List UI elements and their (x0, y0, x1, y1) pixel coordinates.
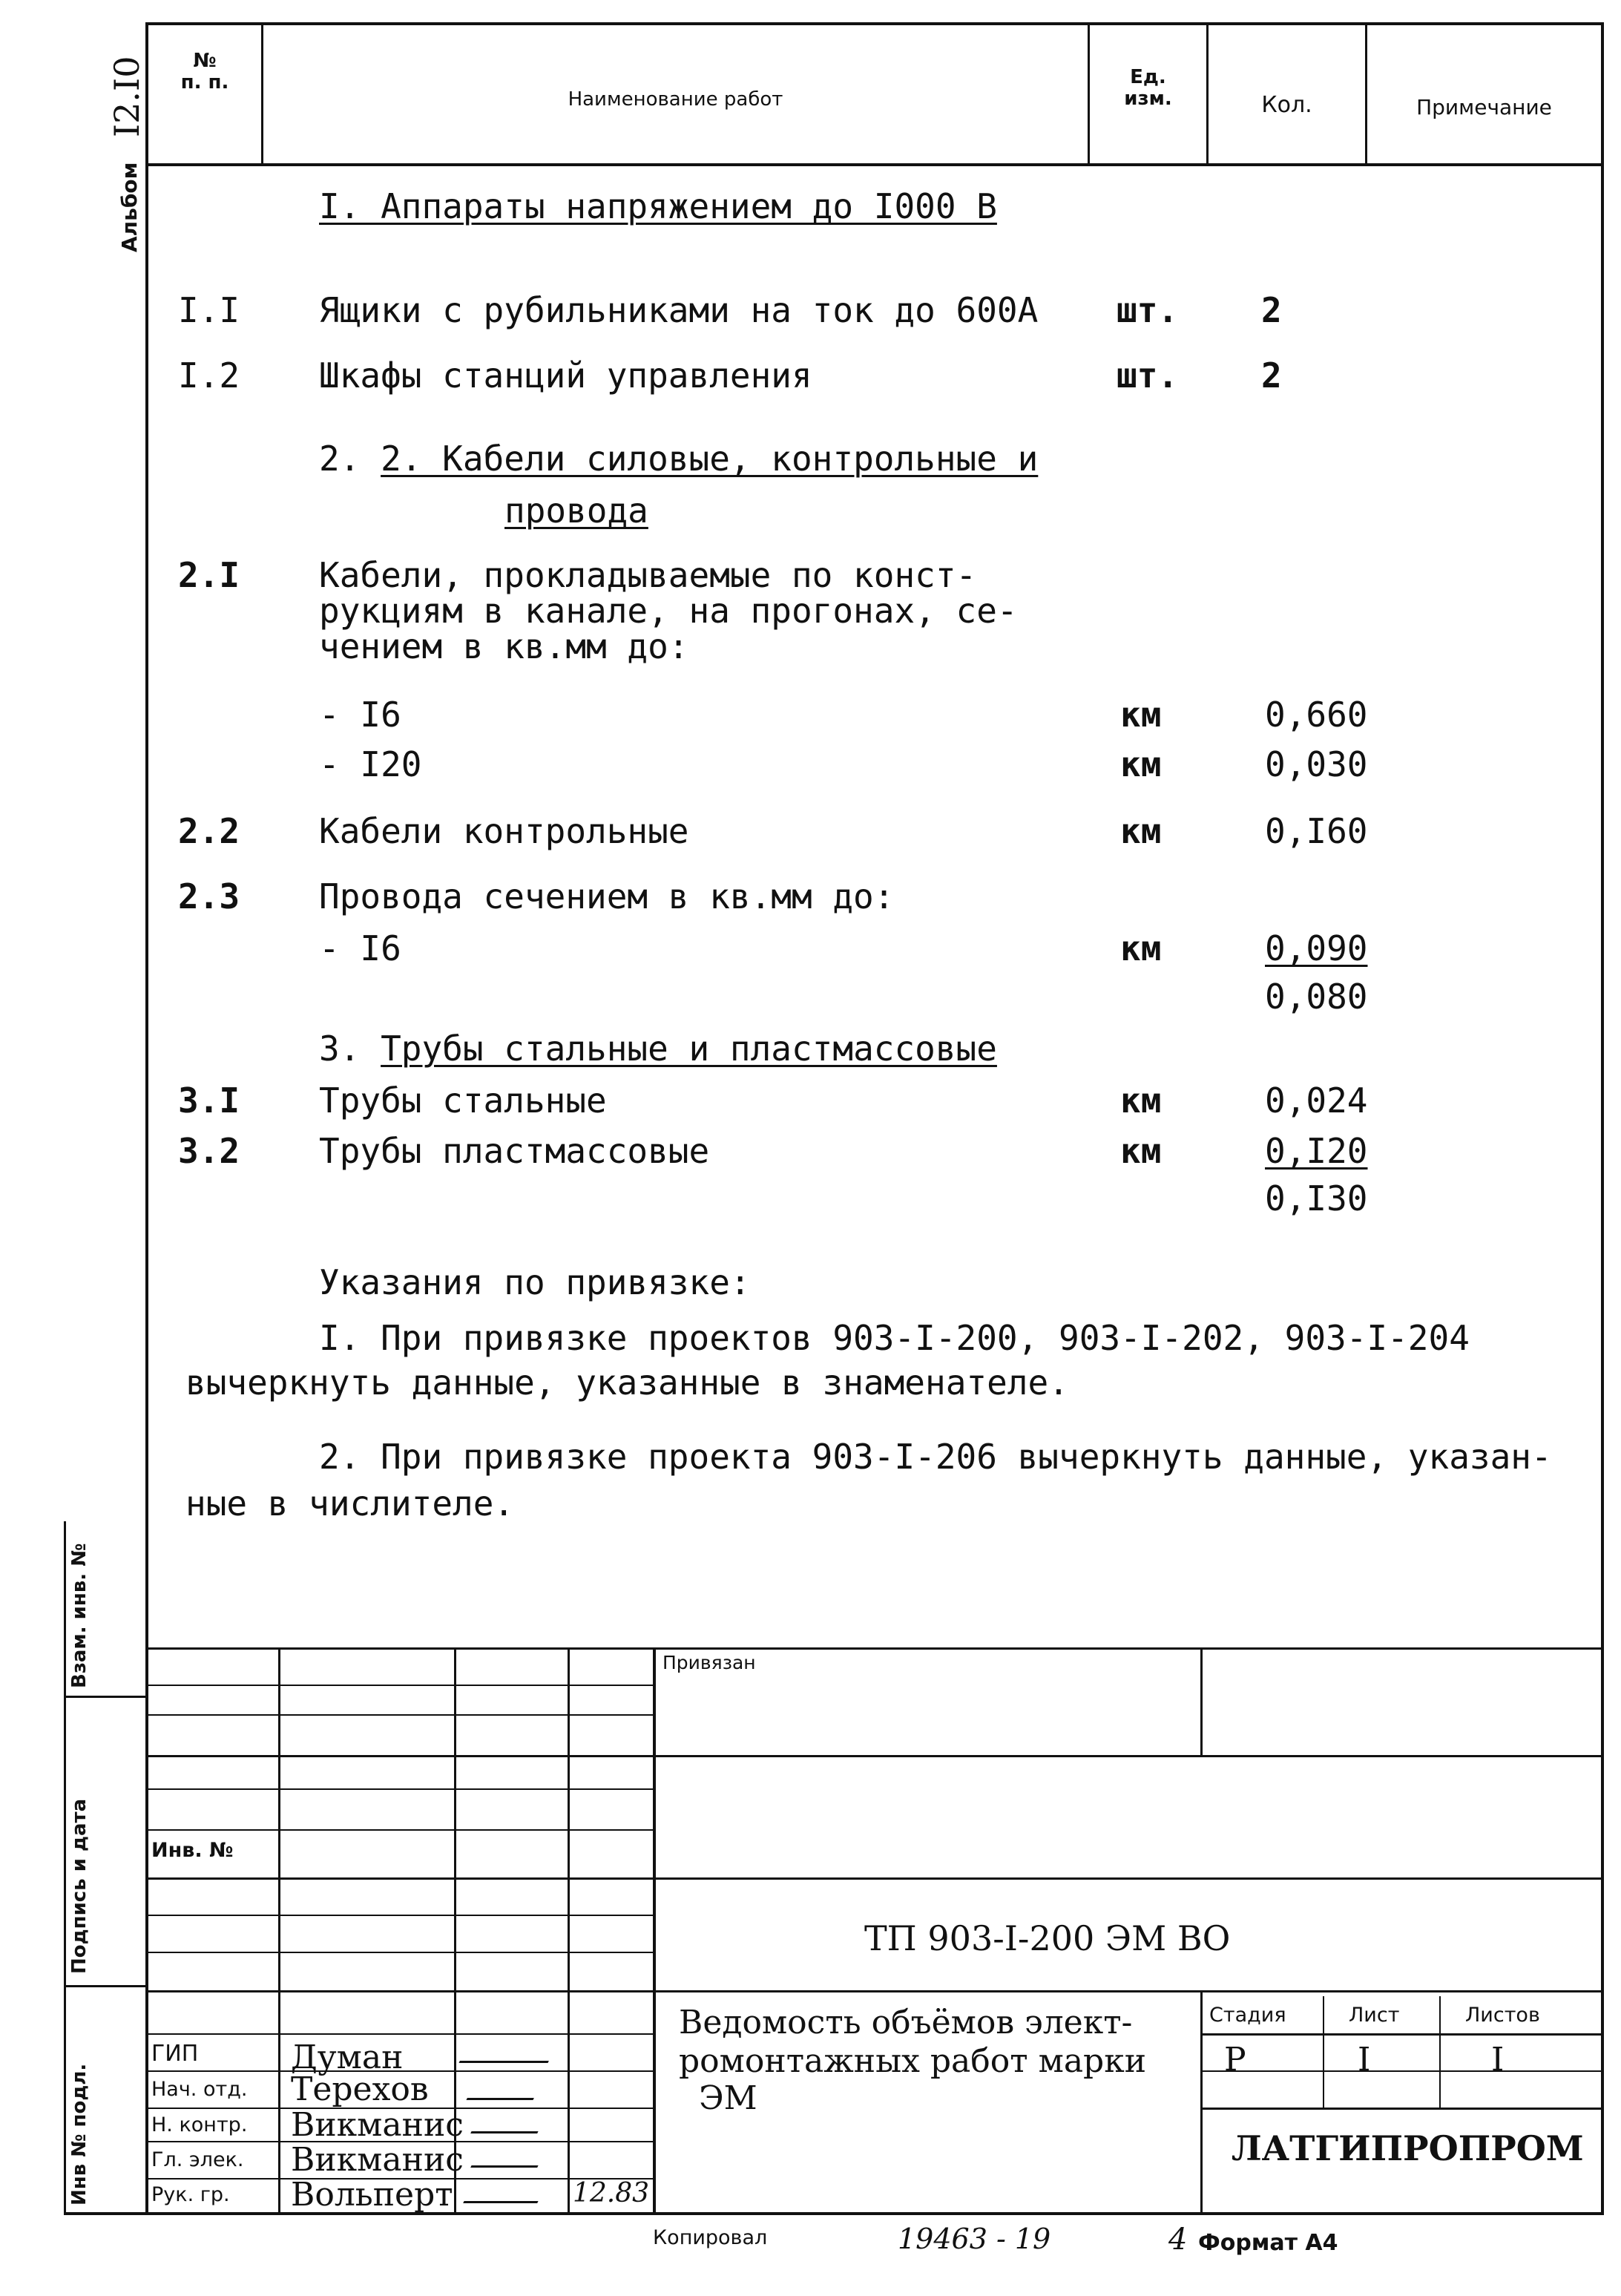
footer-format: Формат А4 (1198, 2230, 1338, 2256)
notes-2-line2: ные в числителе. (185, 1483, 515, 1523)
sheets-value: I (1491, 2041, 1505, 2079)
frame-top (145, 22, 1604, 25)
side-vzam-label: Взам. инв. № (68, 1543, 91, 1688)
inv-no-label: Инв. № (151, 1839, 234, 1862)
tb-line (145, 2033, 654, 2035)
tb-vline (278, 1647, 280, 2214)
section-1-title: I. Аппараты напряжением до I000 В (319, 186, 997, 226)
row-num: 2.I (178, 555, 240, 595)
notes-1-line2: вычеркнуть данные, указанные в знаменателе. (185, 1362, 1069, 1403)
tb-line (145, 1915, 654, 1916)
row-name: - I20 (319, 744, 422, 784)
sheet-value: I (1358, 2041, 1371, 2079)
signature (463, 2185, 546, 2203)
row-unit: шт. (1117, 290, 1179, 330)
row-num: 2.3 (178, 876, 240, 916)
stage-value: Р (1224, 2041, 1246, 2079)
organization-name: ЛАТГИПРОПРОМ (1232, 2128, 1584, 2168)
signature (470, 2115, 546, 2133)
row-name: Трубы пластмассовые (319, 1131, 710, 1171)
role-label: Н. контр. (151, 2113, 248, 2136)
row-qty: 0,030 (1265, 744, 1368, 784)
header-note: Примечание (1416, 95, 1552, 119)
row-name: Провода сечением в кв.мм до: (319, 876, 895, 916)
header-unit: Ед. изм. (1124, 66, 1172, 110)
tb-line (145, 1755, 1604, 1757)
frame-right (1601, 22, 1604, 2215)
side-strip-divider (64, 1985, 147, 1987)
tb-line (1202, 2070, 1604, 2072)
row-qty: 0,I60 (1265, 811, 1368, 851)
row-unit: км (1120, 695, 1162, 735)
row-qty: 2 (1261, 290, 1282, 330)
footer-copied: Копировал (653, 2226, 768, 2249)
row-qty-denominator: 0,I30 (1265, 1178, 1368, 1218)
signature (470, 2149, 546, 2168)
row-name: Кабели, прокладываемые по конст- (319, 555, 977, 595)
header-num: № п. п. (180, 50, 229, 94)
row-name: Шкафы станций управления (319, 355, 812, 396)
document-code: ТП 903-I-200 ЭМ ВО (864, 1918, 1231, 1958)
tb-line (145, 1788, 654, 1790)
row-num: I.I (178, 290, 240, 330)
notes-1-line1: I. При привязке проектов 903-I-200, 903-I-202, 903-I-204 (319, 1318, 1470, 1358)
section-3-title: 3. Трубы стальные и пластмассовые (319, 1029, 997, 1069)
row-unit: км (1120, 811, 1162, 851)
tb-vline (653, 1647, 656, 2214)
tb-line (145, 1714, 654, 1716)
row-name: - I6 (319, 928, 401, 968)
side-strip-divider (64, 1696, 147, 1698)
row-name: рукциям в канале, на прогонах, се- (319, 591, 1018, 631)
tb-line (145, 1952, 654, 1953)
row-num: 3.2 (178, 1131, 240, 1171)
row-qty: 0,660 (1265, 695, 1368, 735)
notes-title: Указания по привязке: (319, 1262, 751, 1302)
person-name: Терехов (291, 2070, 429, 2108)
tb-line (145, 1829, 654, 1831)
tb-vline (1200, 1990, 1203, 2214)
footer-page: 4 (1168, 2223, 1188, 2257)
header-bottom-line (145, 163, 1604, 166)
row-qty: 2 (1261, 355, 1282, 396)
person-name: Думан (291, 2038, 404, 2076)
tb-line (145, 1647, 1604, 1650)
row-qty-numerator: 0,I20 (1265, 1131, 1368, 1171)
row-num: 3.I (178, 1080, 240, 1121)
row-qty: 0,024 (1265, 1080, 1368, 1121)
header-qty: Кол. (1261, 92, 1312, 118)
signature (458, 2042, 557, 2063)
person-name: Викманис (291, 2141, 464, 2179)
row-name: Ящики с рубильниками на ток до 600А (319, 290, 1039, 330)
sign-date: 12.83 (573, 2178, 650, 2208)
header-divider (1365, 22, 1367, 165)
role-label: Гл. элек. (151, 2148, 244, 2171)
row-unit: км (1120, 928, 1162, 968)
section-2-title: 2. 2. Кабели силовые, контрольные и (319, 439, 1039, 479)
role-label: Нач. отд. (151, 2078, 248, 2101)
sheets-label: Листов (1465, 2004, 1540, 2027)
sheet-label: Лист (1349, 2004, 1400, 2027)
tb-line (145, 1877, 1604, 1880)
row-name: - I6 (319, 695, 401, 735)
row-name: Трубы стальные (319, 1080, 607, 1121)
row-unit: шт. (1117, 355, 1179, 396)
row-name: Кабели контрольные (319, 811, 689, 851)
doc-title-line1: Ведомость объёмов элект- (679, 2004, 1133, 2041)
section-2-title-line2: провода (504, 491, 648, 531)
tb-line (145, 1990, 1604, 1992)
side-inv-label: Инв № подл. (68, 2063, 91, 2205)
tb-line (145, 1685, 654, 1686)
row-qty-denominator: 0,080 (1265, 977, 1368, 1017)
person-name: Вольперт (291, 2176, 453, 2214)
role-label: ГИП (151, 2041, 199, 2067)
album-number: I2.I0 (107, 56, 147, 137)
stage-label: Стадия (1209, 2004, 1286, 2027)
row-unit: км (1120, 1080, 1162, 1121)
privyazan-label: Привязан (662, 1652, 756, 1673)
tb-vline (1439, 1996, 1441, 2108)
doc-title-line2: ромонтажных работ марки (679, 2042, 1147, 2080)
tb-line (1202, 2033, 1604, 2036)
row-name: чением в кв.мм до: (319, 626, 689, 666)
side-strip-line (64, 1521, 66, 2214)
row-num: I.2 (178, 355, 240, 396)
tb-vline (568, 1647, 570, 2214)
frame-left (145, 22, 148, 2215)
row-unit: км (1120, 744, 1162, 784)
row-qty-numerator: 0,090 (1265, 928, 1368, 968)
tb-vline (1323, 1996, 1324, 2108)
header-name: Наименование работ (568, 88, 783, 111)
role-label: Рук. гр. (151, 2183, 230, 2206)
notes-2-line1: 2. При привязке проекта 903-I-206 вычеркнуть данные, указан- (319, 1437, 1552, 1477)
doc-title-line3: ЭМ (699, 2079, 757, 2117)
person-name: Викманис (291, 2106, 464, 2144)
row-num: 2.2 (178, 811, 240, 851)
row-unit: км (1120, 1131, 1162, 1171)
signature (466, 2079, 542, 2100)
tb-line (1202, 2108, 1604, 2110)
tb-vline (1200, 1647, 1203, 1757)
side-podpis-label: Подпись и дата (68, 1798, 91, 1974)
footer-number: 19463 - 19 (898, 2223, 1051, 2255)
album-label: Альбом (117, 162, 142, 252)
